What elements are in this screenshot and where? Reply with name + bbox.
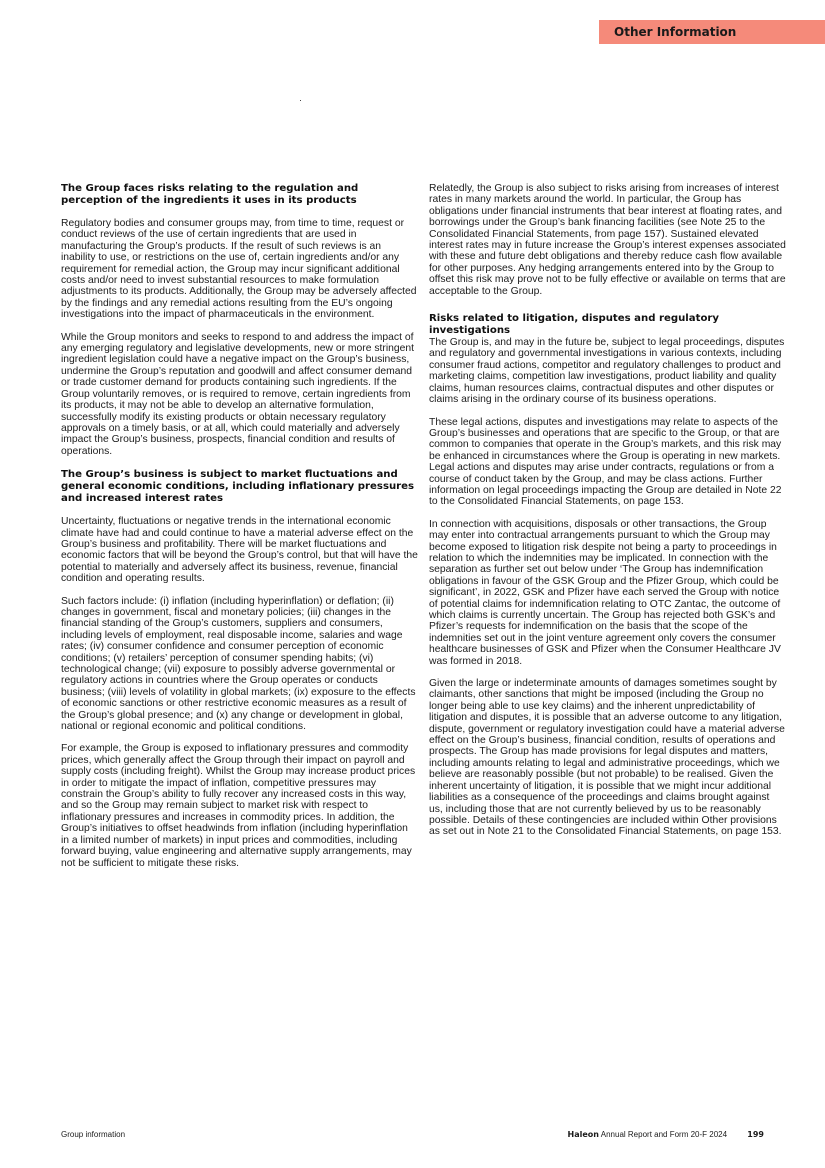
paragraph: While the Group monitors and seeks to respond to and address the impact of any emerging regulatory and legislative developments, new or more stringent ingredient legislation could have a negative impact on the Group’s business, undermine the Group’s reputation and goodwill and affect consumer demand or trade customer demand for products containing such ingredients. If the Group voluntarily removes, or is required to remove, certain ingredients from its products, it may not be able to develop an alternative formulation, successfully modify its existing products or obtain necessary regulatory approvals on a timely basis, or at all, which could materially and adversely impact the Group’s business, prospects, financial condition and results of operations. bbox=[61, 331, 415, 457]
paragraph: Given the large or indeterminate amounts of damages sometimes sought by claimants, other sanctions that might be imposed (including the Group no longer being able to use key claims) and the inherent unpredictability of litigation and disputes, it is possible that an adverse outcome to any litigation, dispute, government or regulatory investigation could have a material adverse effect on the Group’s business, financial condition, results of operations and prospects. The Group has made provisions for legal disputes and matters, including amounts relating to legal and administrative proceedings, which we believe are reasonably possible (but not probable) to be realised. Given the inherent uncertainty of litigation, it is possible that we might incur additional liabilities as a consequence of the proceedings and claims brought against us, including those that are not currently believed by us to be reasonably possible. Details of these contingencies are included within Other provisions as set out in Note 21 to the Consolidated Financial Statements, on page 153. bbox=[429, 678, 785, 838]
paragraph: The Group is, and may in the future be, subject to legal proceedings, disputes and regulatory and governmental investigations in various contexts, including consumer fraud actions, competitor and regulatory challenges to product and marketing claims, competition law investigations, product liability and quality claims, human resources claims, contractual disputes and other disputes or claims arising in the ordinary course of its business operations. bbox=[429, 337, 785, 406]
paragraph: Such factors include: (i) inflation (including hyperinflation) or deflation; (ii) changes in government, fiscal and monetary policies; (iii) changes in the financial standing of the Group’s customers, suppliers and consumers, including levels of employment, real disposable income, salaries and wage rates; (iv) consumer confidence and consumer perception of economic conditions; (v) retailers’ perception of consumer spending habits; (vi) technological change; (vii) exposure to possibly adverse governmental or regulatory actions in countries where the Group operates or conducts business; (viii) levels of volatility in global markets; (ix) exposure to the effects of economic sanctions or other restrictive economic measures as a result of the Group’s global presence; and (x) any change or development in global, national or regional economic and political conditions. bbox=[61, 595, 416, 733]
paragraph: These legal actions, disputes and investigations may relate to aspects of the Group’s businesses and operations that are specific to the Group, or that are common to companies that operate in the Group’s markets, and this risk may be enhanced in circumstances where the Group is operating in new markets. Legal actions and disputes may arise under contracts, regulations or from a course of conduct taken by the Group, and may be class actions. Further information on legal proceedings impacting the Group are detailed in Note 22 to the Consolidated Financial Statements, on page 153. bbox=[429, 416, 782, 508]
paragraph: For example, the Group is exposed to inflationary pressures and commodity prices, which generally affect the Group through their impact on payroll and supply costs (including freight). Whilst the Group may increase product prices in order to mitigate the impact of inflation, competitive pressures may constrain the Group’s ability to fully recover any increased costs in this way, and so the Group may remain subject to market risk with respect to inflationary pressures and increases in commodity prices. In addition, the Group’s initiatives to offset headwinds from inflation (including hyperinflation in a limited number of markets) in input prices and commodities, including forward buying, value engineering and alternative supply arrangements, may not be sufficient to mitigate these risks. bbox=[61, 743, 416, 869]
section-label: Other Information bbox=[614, 25, 737, 39]
page-number: 199 bbox=[747, 1130, 764, 1139]
right-column bbox=[429, 183, 786, 838]
left-column bbox=[61, 183, 418, 869]
paragraph: Uncertainty, fluctuations or negative trends in the international economic climate have had and could continue to have a material adverse effect on the Group’s business and profitability. There will be market fluctuations and economic factors that will be beyond the Group’s control, but that will have the potential to materially and adversely affect its business, revenue, financial condition and operating results. bbox=[61, 516, 418, 585]
footer-section-label: Group information bbox=[61, 1130, 126, 1139]
heading-ingredients-regulation: The Group faces risks relating to the regulation and perception of the ingredients it uses in its products bbox=[61, 183, 359, 206]
stray-dot bbox=[300, 100, 301, 101]
paragraph: Relatedly, the Group is also subject to risks arising from increases of interest rates in many markets around the world. In particular, the Group has obligations under financial instruments that bear interest at floating rates, and borrowings under the Group’s bank financing facilities (see Note 25 to the Consolidated Financial Statements, from page 157). Sustained elevated interest rates may in future increase the Group’s interest expenses associated with these and future debt obligations and thereby reduce cash flow available for other purposes. Any hedging arrangements entered into by the Group to offset this risk may prove not to be fully effective or available on terms that are acceptable to the Group. bbox=[429, 183, 786, 297]
paragraph: In connection with acquisitions, disposals or other transactions, the Group may enter into contractual arrangements pursuant to which the Group may become exposed to litigation risk despite not being a party to proceedings in relation to which the indemnities may be implicated. In connection with the separation as further set out below under ‘The Group has indemnification obligations in favour of the GSK Group and the Pfizer Group, which could be significant’, in 2022, GSK and Pfizer have each served the Group with notice of potential claims for indemnification relating to OTC Zantac, the outcome of which claims is currently uncertain. The Group has rejected both GSK’s and Pfizer’s requests for indemnification on the basis that the scope of the indemnities set out in the joint venture agreement only covers the consumer healthcare businesses of GSK and Pfizer when the Consumer Healthcare JV was formed in 2018. bbox=[429, 518, 781, 667]
brand-name: Haleon bbox=[567, 1130, 599, 1139]
page-footer bbox=[61, 1128, 764, 1142]
report-name: Annual Report and Form 20-F 2024 bbox=[600, 1130, 728, 1139]
paragraph: Regulatory bodies and consumer groups may, from time to time, request or conduct reviews of the use of certain ingredients that are used in manufacturing the Group’s products. If the result of such reviews is an inability to use, or restrictions on the use of, certain ingredients and/or any requirement for remedial action, the Group may incur significant additional costs and/or need to invest substantial resources to make formulation adjustments to its products. Additionally, the Group may be adversely affected by the findings and any remedial actions resulting from the EU’s ongoing investigations into the impact of pharmaceuticals in the environment. bbox=[61, 218, 417, 321]
heading-litigation-risks: Risks related to litigation, disputes and regulatory investigations bbox=[429, 313, 720, 337]
heading-market-fluctuations: The Group’s business is subject to market fluctuations and general economic conditions, including inflationary pressures and increased interest rates bbox=[61, 469, 415, 505]
footer-report-info bbox=[568, 1128, 764, 1142]
section-label-tab bbox=[599, 20, 825, 44]
